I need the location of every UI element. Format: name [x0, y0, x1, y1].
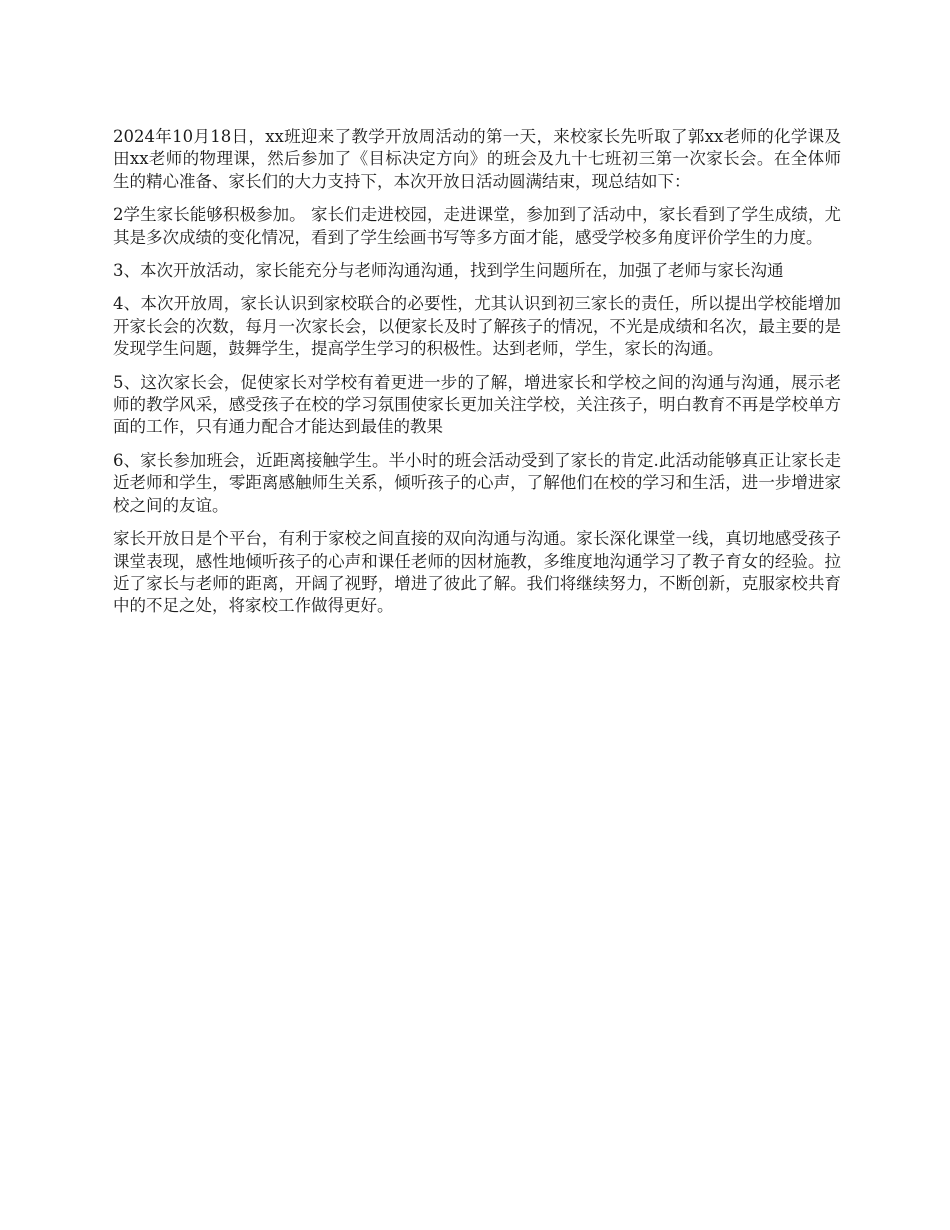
paragraph-conclusion: 家长开放日是个平台，有利于家校之间直接的双向沟通与沟通。家长深化课堂一线，真切地感受孩子课堂表现，感性地倾听孩子的心声和课任老师的因材施教，多维度地沟通学习了教子育女的经验。拉近了家长与老师的距离，开阔了视野，增进了彼此了解。我们将继续努力，不断创新，克服家校共育中的不足之处，将家校工作做得更好。 — [113, 529, 841, 616]
paragraph-point-3: 3、本次开放活动，家长能充分与老师沟通沟通，找到学生问题所在，加强了老师与家长沟通 — [113, 261, 784, 281]
paragraph-point-6: 6、家长参加班会，近距离接触学生。半小时的班会活动受到了家长的肯定.此活动能够真正让家长走近老师和学生，零距离感触师生关系，倾听孩子的心声，了解他们在校的学习和生活，进一步增进家校之间的友谊。 — [113, 450, 841, 515]
paragraph-intro: 2024年10月18日，xx班迎来了教学开放周活动的第一天，来校家长先听取了郭xx老师的化学课及田xx老师的物理课，然后参加了《目标决定方向》的班会及九十七班初三第一次家长会。在全体师生的精心准备、家长们的大力支持下，本次开放日活动圆满结束，现总结如下： — [113, 127, 841, 191]
paragraph-point-2: 2学生家长能够积极参加。 家长们走进校园，走进课堂，参加到了活动中，家长看到了学生成绩，尤其是多次成绩的变化情况，看到了学生绘画书写等多方面才能，感受学校多角度评价学生的力度。 — [113, 205, 841, 247]
document-body — [113, 126, 841, 629]
paragraph-point-5: 5、这次家长会，促使家长对学校有着更进一步的了解，增进家长和学校之间的沟通与沟通，展示老师的教学风采，感受孩子在校的学习氛围使家长更加关注学校，关注孩子，明白教育不再是学校单方面的工作，只有通力配合才能达到最佳的教果 — [113, 372, 841, 437]
paragraph-point-4: 4、本次开放周，家长认识到家校联合的必要性，尤其认识到初三家长的责任，所以提出学校能增加开家长会的次数，每月一次家长会，以便家长及时了解孩子的情况，不光是成绩和名次，最主要的是发现学生问题，鼓舞学生，提高学生学习的积极性。达到老师，学生，家长的沟通。 — [113, 294, 841, 359]
